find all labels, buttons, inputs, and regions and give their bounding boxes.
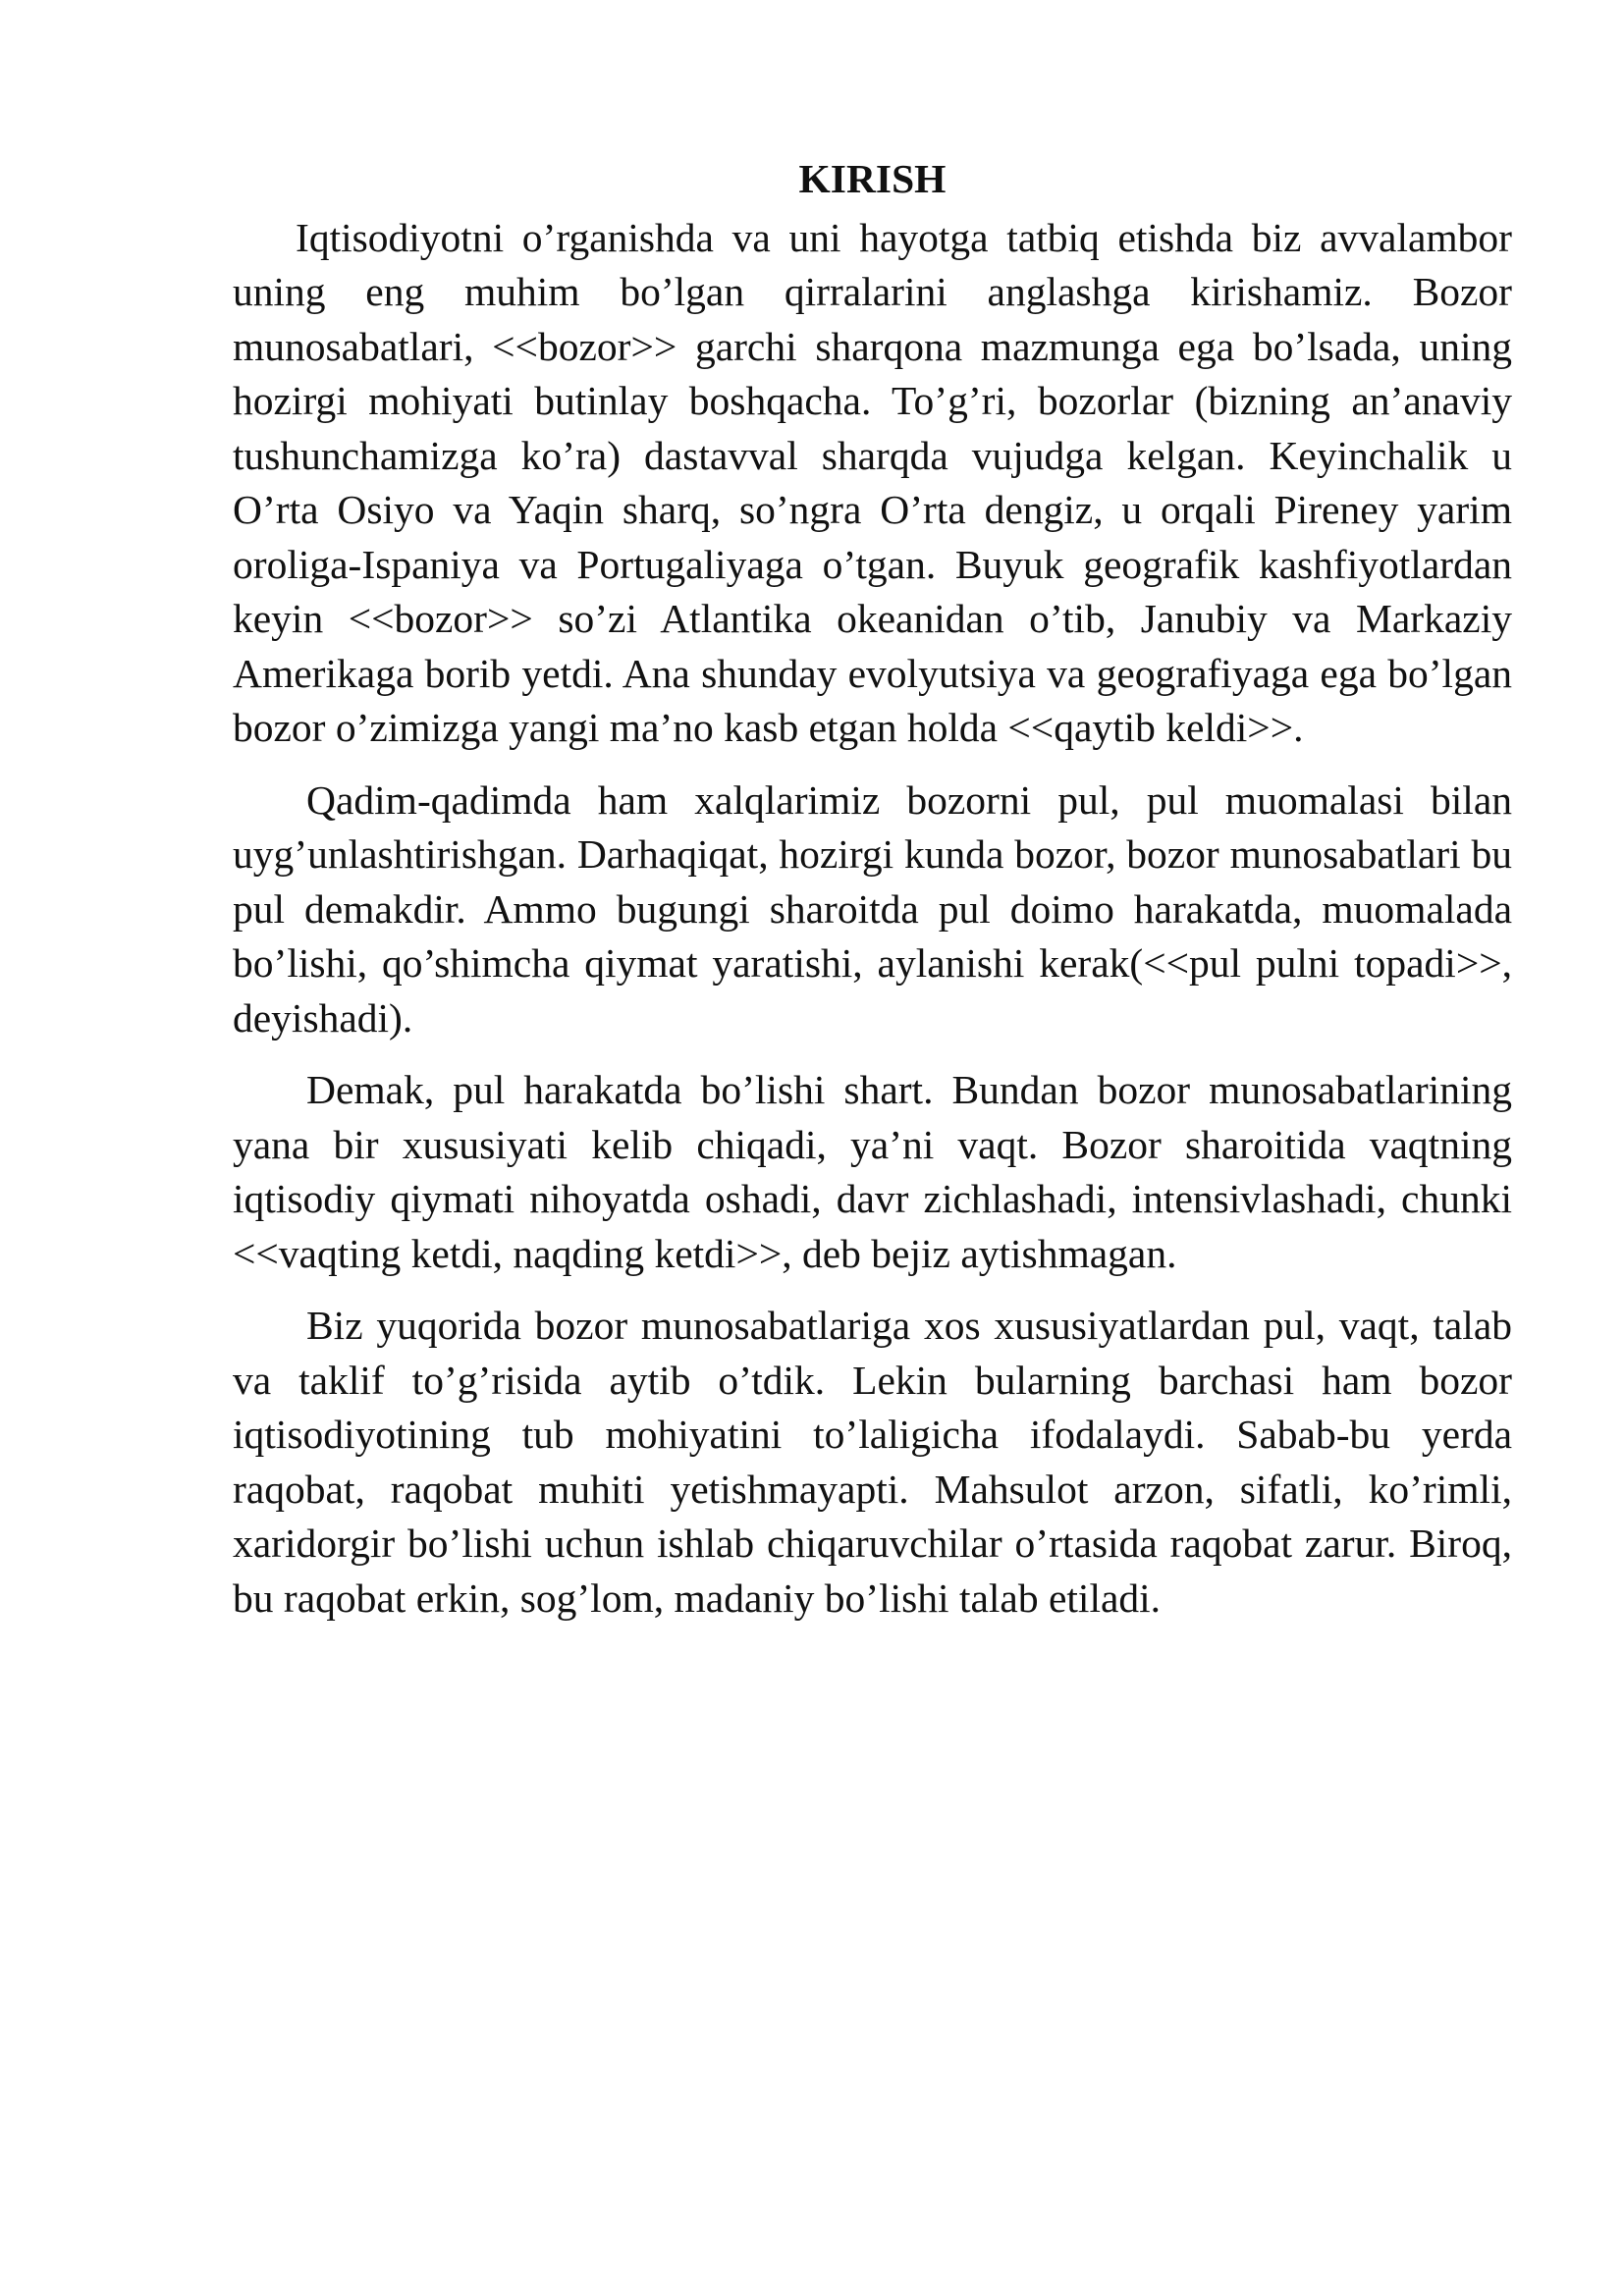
- page-title: KIRISH: [798, 156, 947, 201]
- paragraph-competition: Biz yuqorida bozor munosabatlariga xos xususiyatlardan pul, vaqt, talab va taklif to’g’risida aytib o’tdik. Lekin bularning barchasi ham bozor iqtisodiyotining tub mohiyatini to’laligicha ifodalaydi. Sabab-bu yerda raqobat, raqobat muhiti yetishmayapti. Mahsulot arzon, sifatli, ko’rimli, xaridorgir bo’lishi uchun ishlab chiqaruvchilar o’rtasida raqobat zarur. Biroq, bu raqobat erkin, sog’lom, madaniy bo’lishi talab etiladi.: [233, 1303, 1512, 1621]
- paragraph-time: Demak, pul harakatda bo’lishi shart. Bundan bozor munosabatlarining yana bir xususiyati kelib chiqadi, ya’ni vaqt. Bozor sharoitida vaqtning iqtisodiy qiymati nihoyatda oshadi, davr zichlashadi, intensivlashadi, chunki <<vaqting ketdi, naqding ketdi>>, deb bejiz aytishmagan.: [233, 1067, 1512, 1276]
- paragraph-intro: Iqtisodiyotni o’rganishda va uni hayotga tatbiq etishda biz avvalambor uning eng muhim bo’lgan qirralarini anglashga kirishamiz. Bozor munosabatlari, <<bozor>> garchi sharqona mazmunga ega bo’lsada, uning hozirgi mohiyati butinlay boshqacha. To’g’ri, bozorlar (bizning an’anaviy tushunchamizga ko’ra) dastavval sharqda vujudga kelgan. Keyinchalik u O’rta Osiyo va Yaqin sharq, so’ngra O’rta dengiz, u orqali Pireney yarim oroliga-Ispaniya va Portugaliyaga o’tgan. Buyuk geografik kashfiyotlardan keyin <<bozor>> so’zi Atlantika okeanidan o’tib, Janubiy va Markaziy Amerikaga borib yetdi. Ana shunday evolyutsiya va geografiyaga ega bo’lgan bozor o’zimizga yangi ma’no kasb etgan holda <<qaytib keldi>>.: [233, 214, 1512, 750]
- paragraph-money: Qadim-qadimda ham xalqlarimiz bozorni pul, pul muomalasi bilan uyg’unlashtirishgan. Darhaqiqat, hozirgi kunda bozor, bozor munosabatlari bu pul demakdir. Ammo bugungi sharoitda pul doimo harakatda, muomalada bo’lishi, qo’shimcha qiymat yaratishi, aylanishi kerak(<<pul pulni topadi>>, deyishadi).: [233, 776, 1512, 1041]
- document-body: [233, 152, 1512, 1626]
